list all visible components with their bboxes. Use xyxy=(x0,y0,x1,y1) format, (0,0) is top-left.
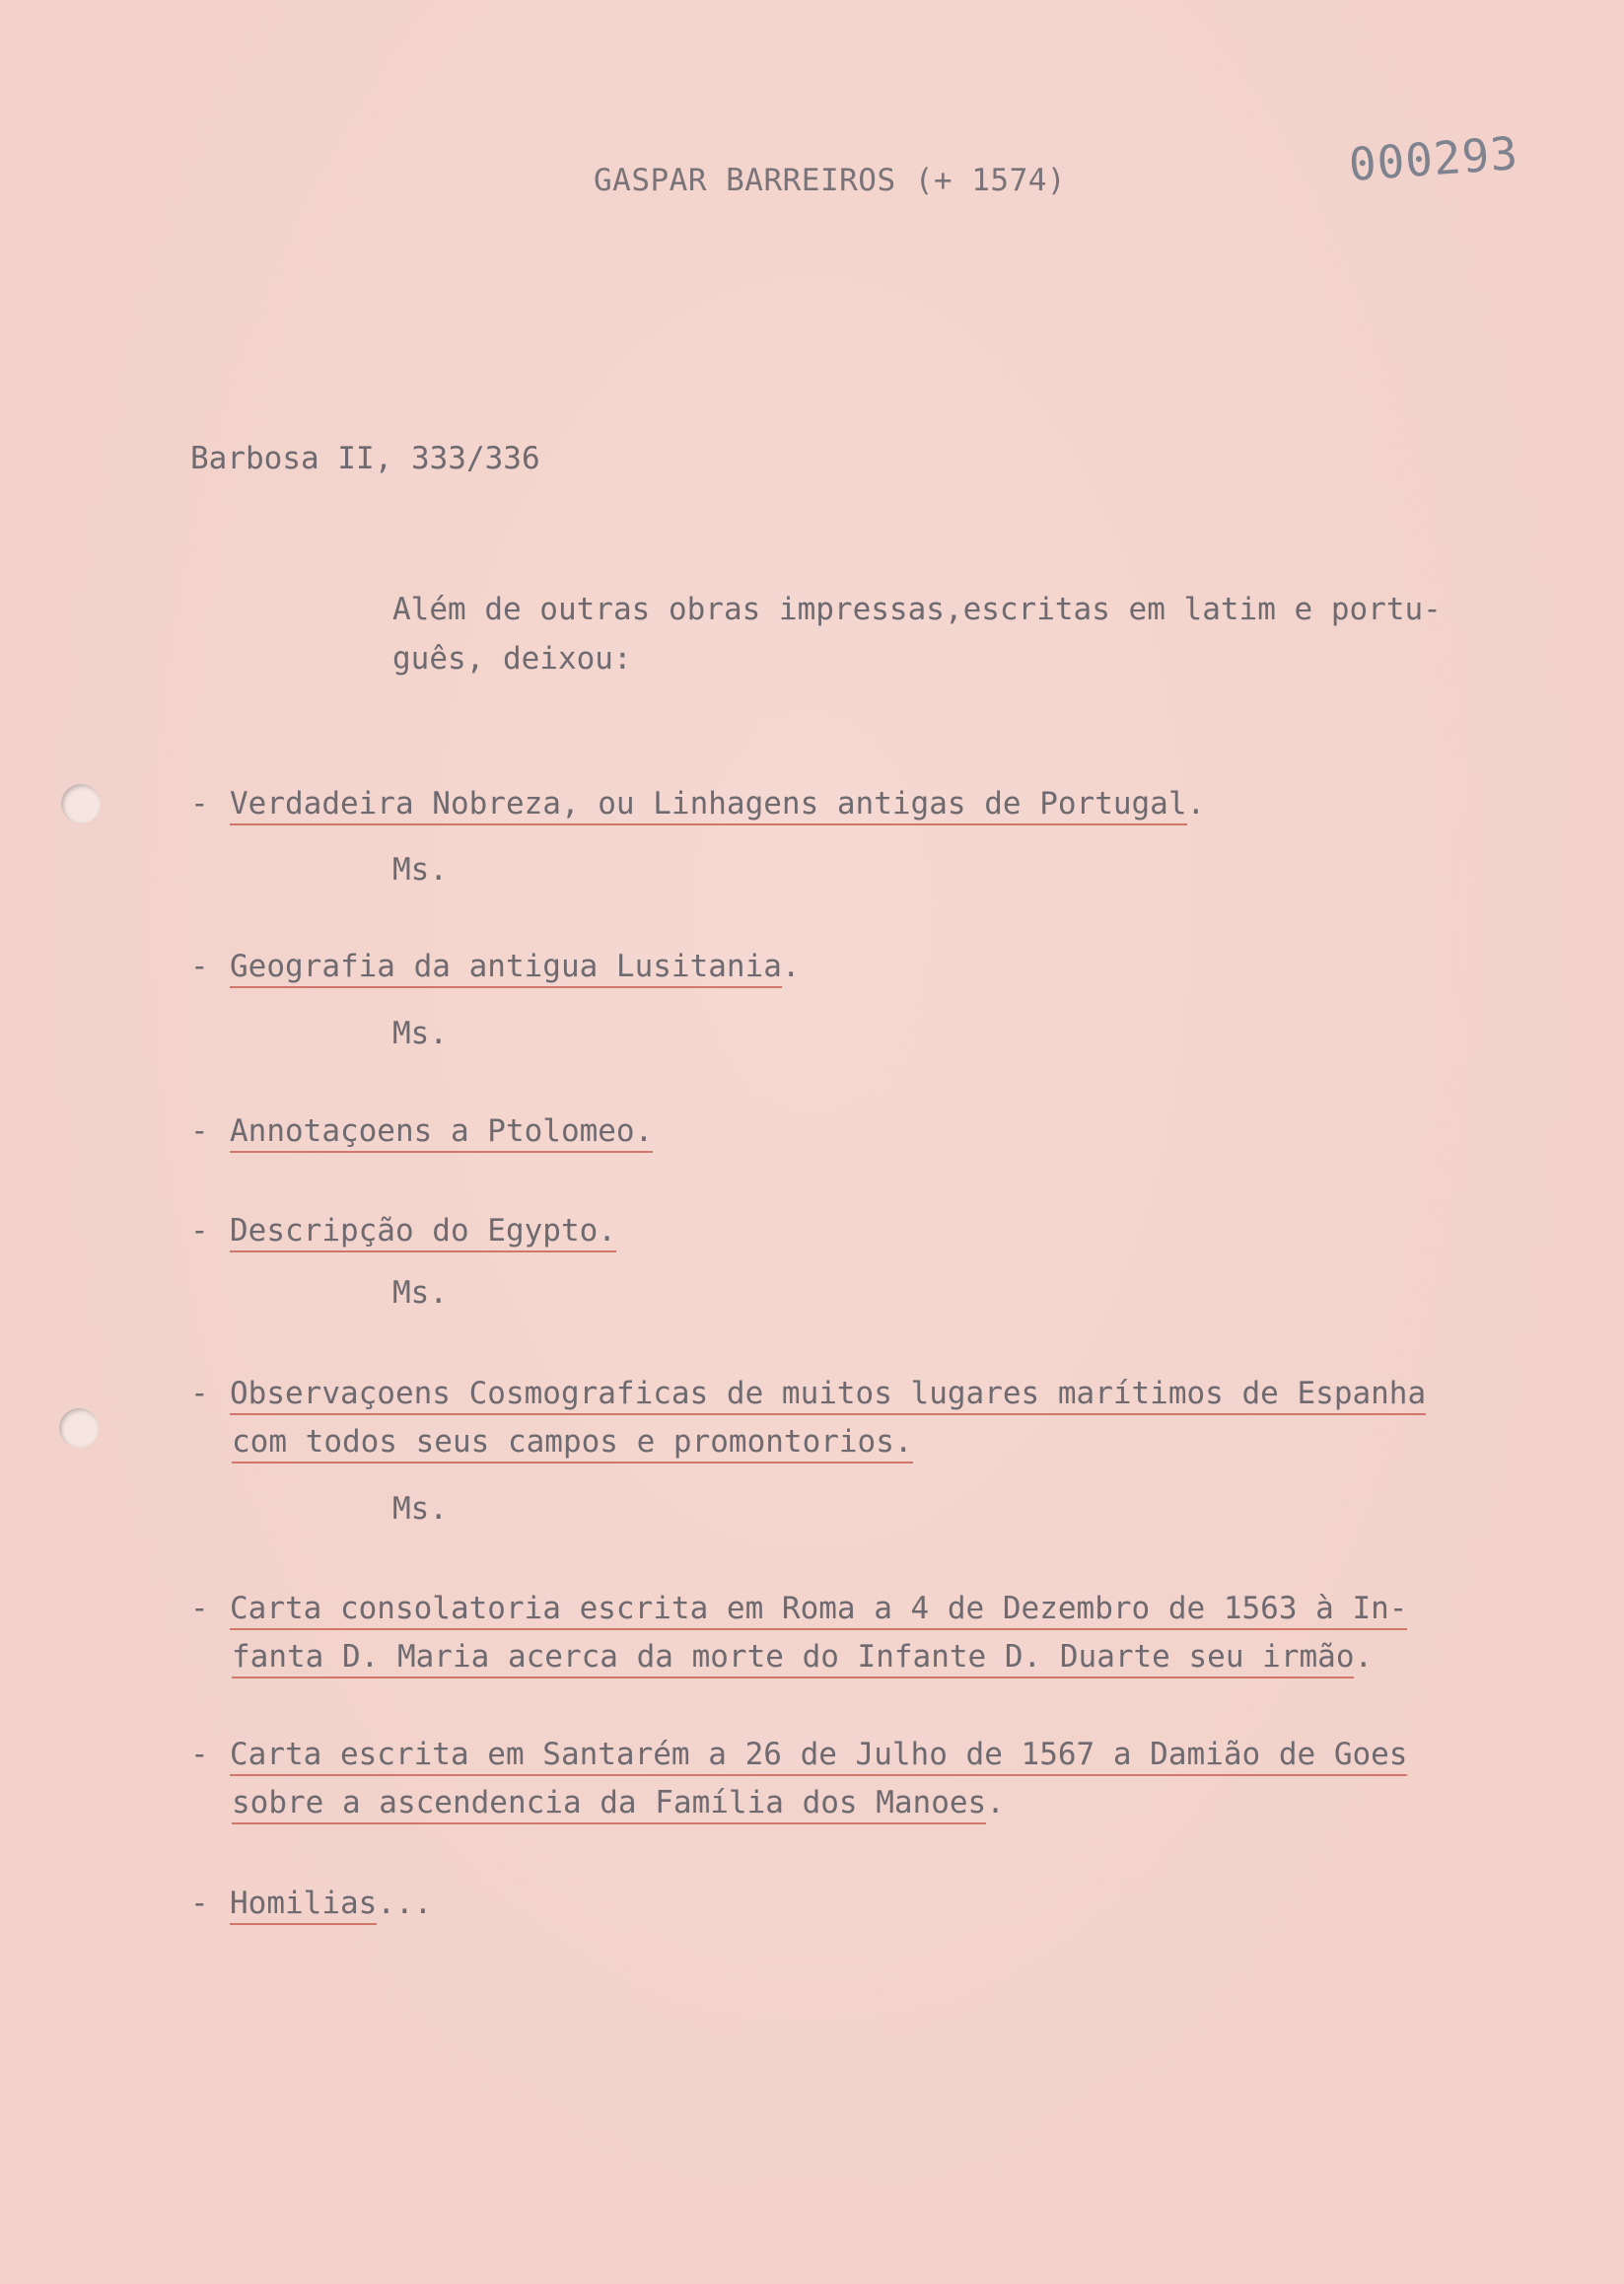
title-suffix: ... xyxy=(377,1886,433,1921)
title-suffix: . xyxy=(781,949,801,984)
manuscript-note: Ms. xyxy=(392,1275,448,1311)
work-title: Carta consolatoria escrita em Roma a 4 de Dezembro de 1563 à In- xyxy=(230,1589,1407,1630)
list-item xyxy=(190,942,801,991)
intro-paragraph xyxy=(392,585,1556,683)
list-dash: - xyxy=(190,1376,209,1411)
list-item xyxy=(190,1369,1426,1418)
work-title-line-2: com todos seus campos e promontorios. xyxy=(232,1422,913,1463)
list-item xyxy=(190,1206,616,1255)
list-item xyxy=(190,1106,653,1156)
title-suffix: . xyxy=(986,1785,1005,1820)
list-item xyxy=(190,1584,1407,1633)
work-title: Observaçoens Cosmograficas de muitos lugares marítimos de Espanha xyxy=(230,1374,1426,1415)
work-title: Carta escrita em Santarém a 26 de Julho de 1567 a Damião de Goes xyxy=(230,1735,1407,1776)
list-dash: - xyxy=(190,1591,209,1626)
list-item xyxy=(190,1879,432,1928)
page-title: GASPAR BARREIROS (+ 1574) xyxy=(594,163,1067,198)
list-dash: - xyxy=(190,1886,209,1921)
list-item-continuation xyxy=(232,1637,1373,1678)
list-dash: - xyxy=(190,1113,209,1149)
list-item xyxy=(190,779,1205,828)
work-title-line-2: fanta D. Maria acerca da morte do Infante D. Duarte seu irmão xyxy=(232,1637,1354,1678)
list-dash: - xyxy=(190,1213,209,1249)
list-item xyxy=(190,1730,1407,1779)
work-title: Homilias xyxy=(230,1884,377,1925)
punch-hole xyxy=(61,784,101,823)
title-suffix: . xyxy=(1186,786,1206,821)
work-title: Verdadeira Nobreza, ou Linhagens antigas de Portugal xyxy=(230,784,1187,825)
list-dash: - xyxy=(190,786,209,821)
bibliographic-reference: Barbosa II, 333/336 xyxy=(190,441,540,476)
work-title: Annotaçoens a Ptolomeo. xyxy=(230,1111,653,1153)
manuscript-note: Ms. xyxy=(392,852,448,888)
list-dash: - xyxy=(190,1737,209,1772)
archive-stamp-number: 000293 xyxy=(1347,126,1520,191)
list-item-continuation xyxy=(232,1422,913,1463)
work-title: Descripção do Egypto. xyxy=(230,1211,616,1252)
list-dash: - xyxy=(190,949,209,984)
work-title-line-2: sobre a ascendencia da Família dos Manoes xyxy=(232,1783,986,1824)
punch-hole xyxy=(59,1408,99,1448)
work-title: Geografia da antigua Lusitania xyxy=(230,947,782,988)
list-item-continuation xyxy=(232,1783,1005,1824)
manuscript-note: Ms. xyxy=(392,1491,448,1527)
manuscript-note: Ms. xyxy=(392,1016,448,1051)
intro-line-1: Além de outras obras impressas,escritas em latim e portu- xyxy=(392,592,1442,627)
intro-line-2: guês, deixou: xyxy=(392,641,632,677)
title-suffix: . xyxy=(1354,1639,1374,1675)
